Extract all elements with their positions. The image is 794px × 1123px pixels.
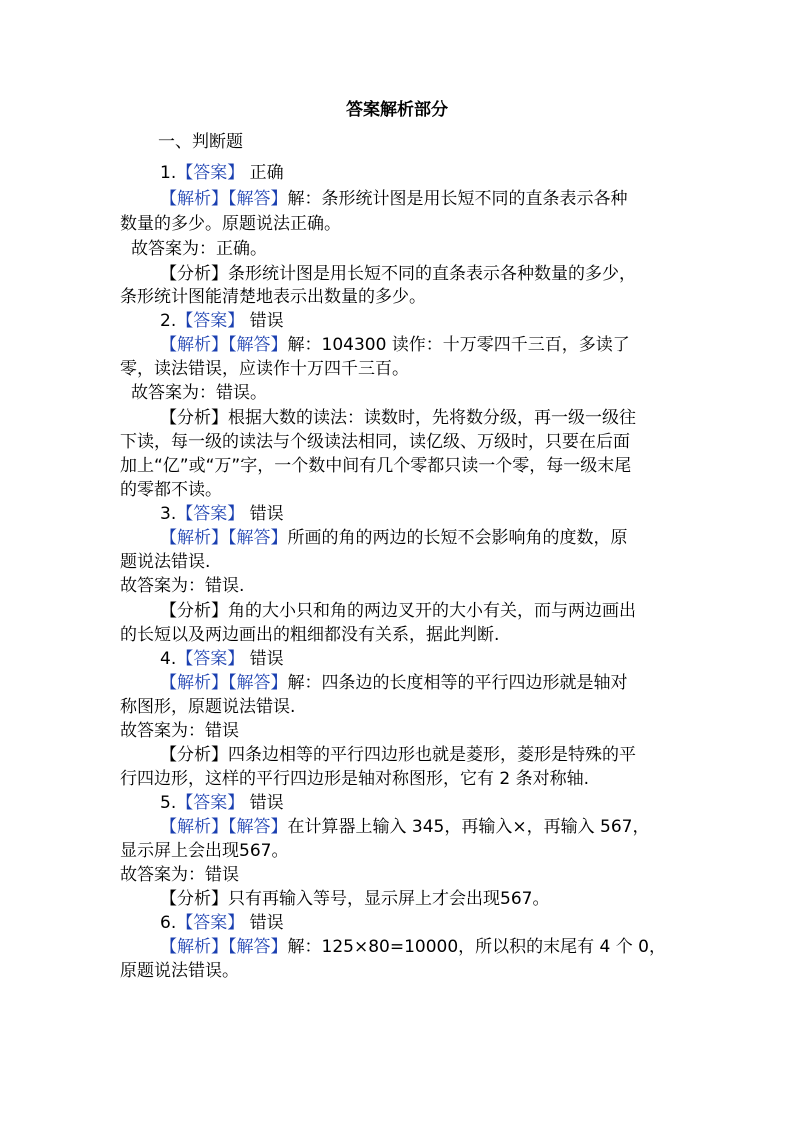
q2-fenxi-line: 【分析】根据大数的读法：读数时，先将数分级，再一级一级往 [160, 408, 636, 428]
q4-jieda-cont: 称图形，原题说法错误. [120, 697, 296, 717]
q3-fenxi-line: 【分析】角的大小只和角的两边叉开的大小有关，而与两边画出 [160, 601, 636, 621]
q2-conclusion: 故答案为：错误。 [131, 383, 267, 403]
q1-answer-line: 1.【答案】 正确 [160, 163, 284, 183]
q2-fenxi-cont2: 加上“亿”或“万”字，一个数中间有几个零都只读一个零，每一级末尾 [120, 456, 632, 476]
q1-conclusion: 故答案为：正确。 [131, 239, 267, 259]
q3-conclusion: 故答案为：错误. [120, 576, 245, 596]
q6-jieda-cont: 原题说法错误。 [120, 961, 239, 981]
q5-jieda-cont: 显示屏上会出现567。 [120, 841, 289, 861]
q5-conclusion: 故答案为：错误 [120, 865, 239, 885]
q2-jieda-line: 【解析】【解答】解：104300 读作：十万零四千三百，多读了 [160, 335, 630, 355]
q3-answer-line: 3.【答案】 错误 [160, 504, 284, 524]
q6-answer-line: 6.【答案】 错误 [160, 913, 284, 933]
q2-fenxi-cont1: 下读，每一级的读法与个级读法相同，读亿级、万级时，只要在后面 [120, 432, 630, 452]
q4-jieda-line: 【解析】【解答】解：四条边的长度相等的平行四边形就是轴对 [160, 673, 628, 693]
q3-jieda-line: 【解析】【解答】所画的角的两边的长短不会影响角的度数，原 [160, 528, 628, 548]
q5-fenxi-line: 【分析】只有再输入等号，显示屏上才会出现567。 [160, 889, 550, 909]
q3-fenxi-cont: 的长短以及两边画出的粗细都没有关系，据此判断. [120, 625, 500, 645]
q1-jieda-cont: 数量的多少。原题说法正确。 [120, 214, 341, 234]
section-heading: 一、判断题 [158, 132, 243, 152]
q2-jieda-cont: 零，读法错误，应读作十万四千三百。 [120, 359, 409, 379]
q1-jieda-line: 【解析】【解答】解：条形统计图是用长短不同的直条表示各种 [160, 189, 628, 209]
q5-answer-line: 5.【答案】 错误 [160, 793, 284, 813]
q4-answer-line: 4.【答案】 错误 [160, 649, 284, 669]
q4-fenxi-line: 【分析】四条边相等的平行四边形也就是菱形，菱形是特殊的平 [160, 745, 636, 765]
page-title: 答案解析部分 [346, 100, 448, 120]
q1-fenxi-cont: 条形统计图能清楚地表示出数量的多少。 [120, 287, 426, 307]
q5-jieda-line: 【解析】【解答】在计算器上输入 345，再输入×，再输入 567， [160, 817, 650, 837]
q1-fenxi-line: 【分析】条形统计图是用长短不同的直条表示各种数量的多少， [160, 264, 636, 284]
q2-answer-line: 2.【答案】 错误 [160, 311, 284, 331]
q4-conclusion: 故答案为：错误 [120, 721, 239, 741]
q3-jieda-cont: 题说法错误. [120, 552, 211, 572]
q2-fenxi-cont3: 的零都不读。 [120, 480, 222, 500]
q6-jieda-line: 【解析】【解答】解：125×80=10000，所以积的末尾有 4 个 0， [160, 937, 666, 957]
q4-fenxi-cont: 行四边形，这样的平行四边形是轴对称图形，它有 2 条对称轴. [120, 769, 590, 789]
